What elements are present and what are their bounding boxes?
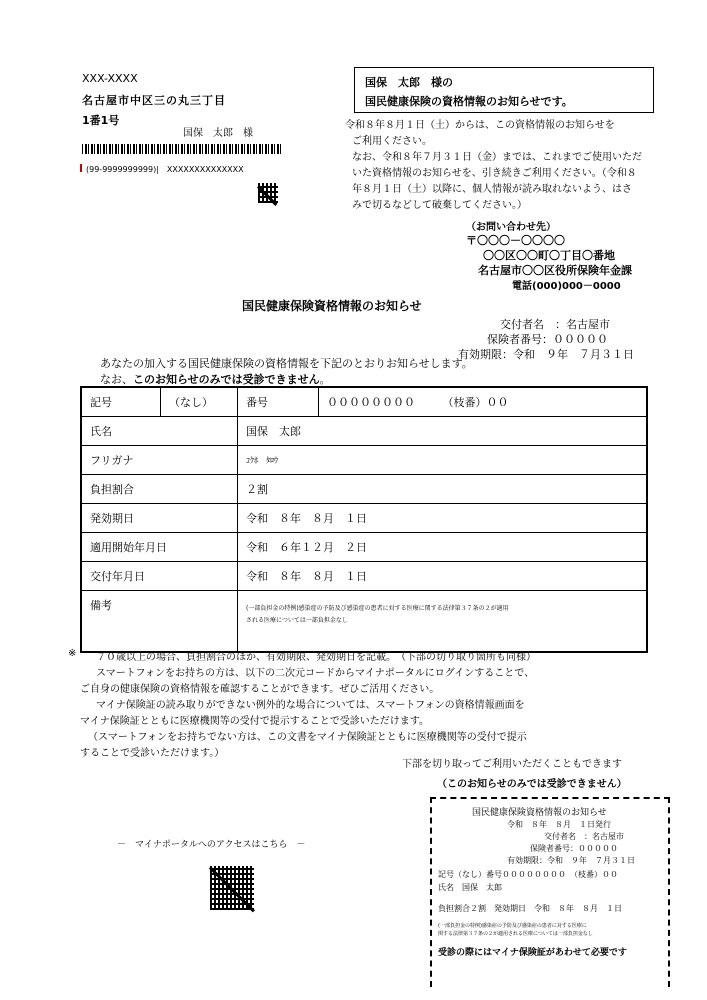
symbol-label: 記号 xyxy=(81,387,161,417)
intro-line-2: ご利用ください。 xyxy=(352,136,432,147)
note-line-3: ご自身の健康保険の資格情報を確認することができます。ぜひご活用ください。 xyxy=(80,684,440,695)
card-remark-1: (一部負担金の特例)感染症の予防及び感染症の患者に対する医療に xyxy=(438,923,587,929)
number-label: 番号 xyxy=(238,387,319,417)
intro-line-1: 令和８年８月１日（土）からは、この資格情報のお知らせを xyxy=(345,120,615,131)
note-mark: ※ xyxy=(68,648,77,659)
postal-code: XXX-XXXX xyxy=(82,72,138,85)
lead-warning: このお知らせのみでは受診できません xyxy=(133,373,320,386)
card-validity: 有効期限：令和 ９年 ７月３１日 xyxy=(507,856,635,865)
number-value: ００００００００ （枝番）００ xyxy=(319,387,648,417)
address-line-2: 1番1号 xyxy=(82,114,120,127)
contact-postal: 〒〇〇〇－〇〇〇〇 xyxy=(466,234,565,247)
card-name-line: 氏名 国保 太郎 xyxy=(438,883,502,892)
note-line-7: することで受診いただけます。） xyxy=(80,748,225,759)
symbol-value: （なし） xyxy=(161,387,238,417)
cut-warning: （このお知らせのみでは受診できません） xyxy=(437,779,627,790)
lead-line-2: なお、このお知らせのみでは受診できません。 xyxy=(100,373,331,386)
address-qr-code xyxy=(258,183,278,203)
intro-line-3: なお、令和８年７月３１日（金）までは、これまでご使用いただ xyxy=(352,152,642,163)
card-remark-2: 関する法律第３７条の２が適用される医療については一部負担金なし xyxy=(438,931,593,937)
row-label: 氏名 xyxy=(81,417,238,446)
note-line-4: マイナ保険証の読み取りができない例外的な場合については、スマートフォンの資格情報画面を xyxy=(96,700,525,711)
card-issuer: 交付者名 ：名古屋市 xyxy=(544,832,624,841)
notice-line-2: 国民健康保険の資格情報のお知らせです。 xyxy=(365,95,573,108)
row-value: 令和 ８年 ８月 １日 xyxy=(238,562,648,591)
remarks-label: 備考 xyxy=(81,591,238,653)
row-value: 令和 ８年 ８月 １日 xyxy=(238,504,648,533)
remarks-line-1: (一部負担金の特例)感染症の予防及び感染症の患者に対する医療に関する法律第３７条の２が適用 xyxy=(246,605,509,612)
card-id-line: 記号（なし）番号００００００００ （枝番）００ xyxy=(438,870,618,879)
table-row xyxy=(81,591,647,653)
table-row xyxy=(81,475,647,504)
table-row xyxy=(81,504,647,533)
cut-instruction: 下部を切り取ってご利用いただくこともできます xyxy=(402,759,622,770)
row-value: ｺｸﾎ ﾀﾛｳ xyxy=(238,446,648,475)
table-row xyxy=(81,446,647,475)
note-line-2: スマートフォンをお持ちの方は、以下の二次元コードからマイナポータルにログインすることで、 xyxy=(96,668,535,679)
qualification-table xyxy=(80,386,648,653)
lead-line-1: あなたの加入する国民健康保険の資格情報を下記のとおりお知らせします。 xyxy=(100,357,473,370)
address-line-1: 名古屋市中区三の丸三丁目 xyxy=(82,94,226,107)
table-row xyxy=(81,387,647,417)
contact-office: 名古屋市〇〇区役所保険年金課 xyxy=(478,264,632,277)
row-label: 適用開始年月日 xyxy=(81,533,238,562)
validity-date: 有効期限：令和 ９年 ７月３１日 xyxy=(458,348,634,361)
note-line-1: ７０歳以上の場合、負担割合のほか、有効期限、発効期日を記載。 （下部の切り取り箇所も同様） xyxy=(96,652,536,663)
contact-address: 〇〇区〇〇町〇丁目〇番地 xyxy=(483,249,615,262)
table-row xyxy=(81,417,647,446)
document-title: 国民健康保険資格情報のお知らせ xyxy=(242,299,422,313)
remarks-value xyxy=(238,591,648,653)
card-insurer-number: 保険者番号：０００００ xyxy=(530,844,618,853)
row-value: 国保 太郎 xyxy=(238,417,648,446)
issuer: 交付者名 ：名古屋市 xyxy=(500,318,610,331)
row-value: ２割 xyxy=(238,475,648,504)
note-line-5: マイナ保険証とともに医療機関等の受付で提示することで受診いただけます。 xyxy=(80,716,429,727)
postal-barcode xyxy=(82,144,282,154)
card-issued: 令和 ８年 ８月 １日発行 xyxy=(507,820,611,829)
card-title: 国民健康保険資格情報のお知らせ xyxy=(472,808,607,818)
table-row xyxy=(81,562,647,591)
row-label: フリガナ xyxy=(81,446,238,475)
insurer-number: 保険者番号：０００００ xyxy=(487,333,608,346)
red-marker xyxy=(80,164,82,172)
intro-line-4: いた資格情報のお知らせを、引き続きご利用ください。（令和８ xyxy=(352,168,637,179)
notice-line-1: 国保 太郎 様の xyxy=(365,76,453,89)
row-value: 令和 ６年１２月 ２日 xyxy=(238,533,648,562)
row-label: 交付年月日 xyxy=(81,562,238,591)
contact-heading: （お問い合わせ先） xyxy=(466,222,556,233)
barcode-text: (99-9999999999)| XXXXXXXXXXXXXX xyxy=(86,165,244,174)
notice-box xyxy=(354,67,654,113)
intro-line-5: 年８月１日（土）以降に、個人情報が読み取れないよう、はさ xyxy=(352,184,632,195)
row-label: 負担割合 xyxy=(81,475,238,504)
intro-line-6: みで切るなどして破棄してください。） xyxy=(352,200,527,211)
card-footer: 受診の際にはマイナ保険証があわせて必要です xyxy=(438,948,627,958)
cut-out-card xyxy=(430,797,670,987)
table-row xyxy=(81,533,647,562)
note-line-6: （スマートフォンをお持ちでない方は、この文書をマイナ保険証とともに医療機関等の受付で提示 xyxy=(88,732,527,743)
row-label: 発効期日 xyxy=(81,504,238,533)
contact-phone: 電話(000)000－0000 xyxy=(512,281,621,292)
portal-access-label: － マイナポータルへのアクセスはこちら － xyxy=(117,840,306,850)
remarks-line-2: される医療については一部負担金なし xyxy=(246,617,348,624)
card-burden-line: 負担割合２割 発効期日 令和 ８年 ８月 １日 xyxy=(438,904,622,913)
recipient-name: 国保 太郎 様 xyxy=(183,128,253,139)
